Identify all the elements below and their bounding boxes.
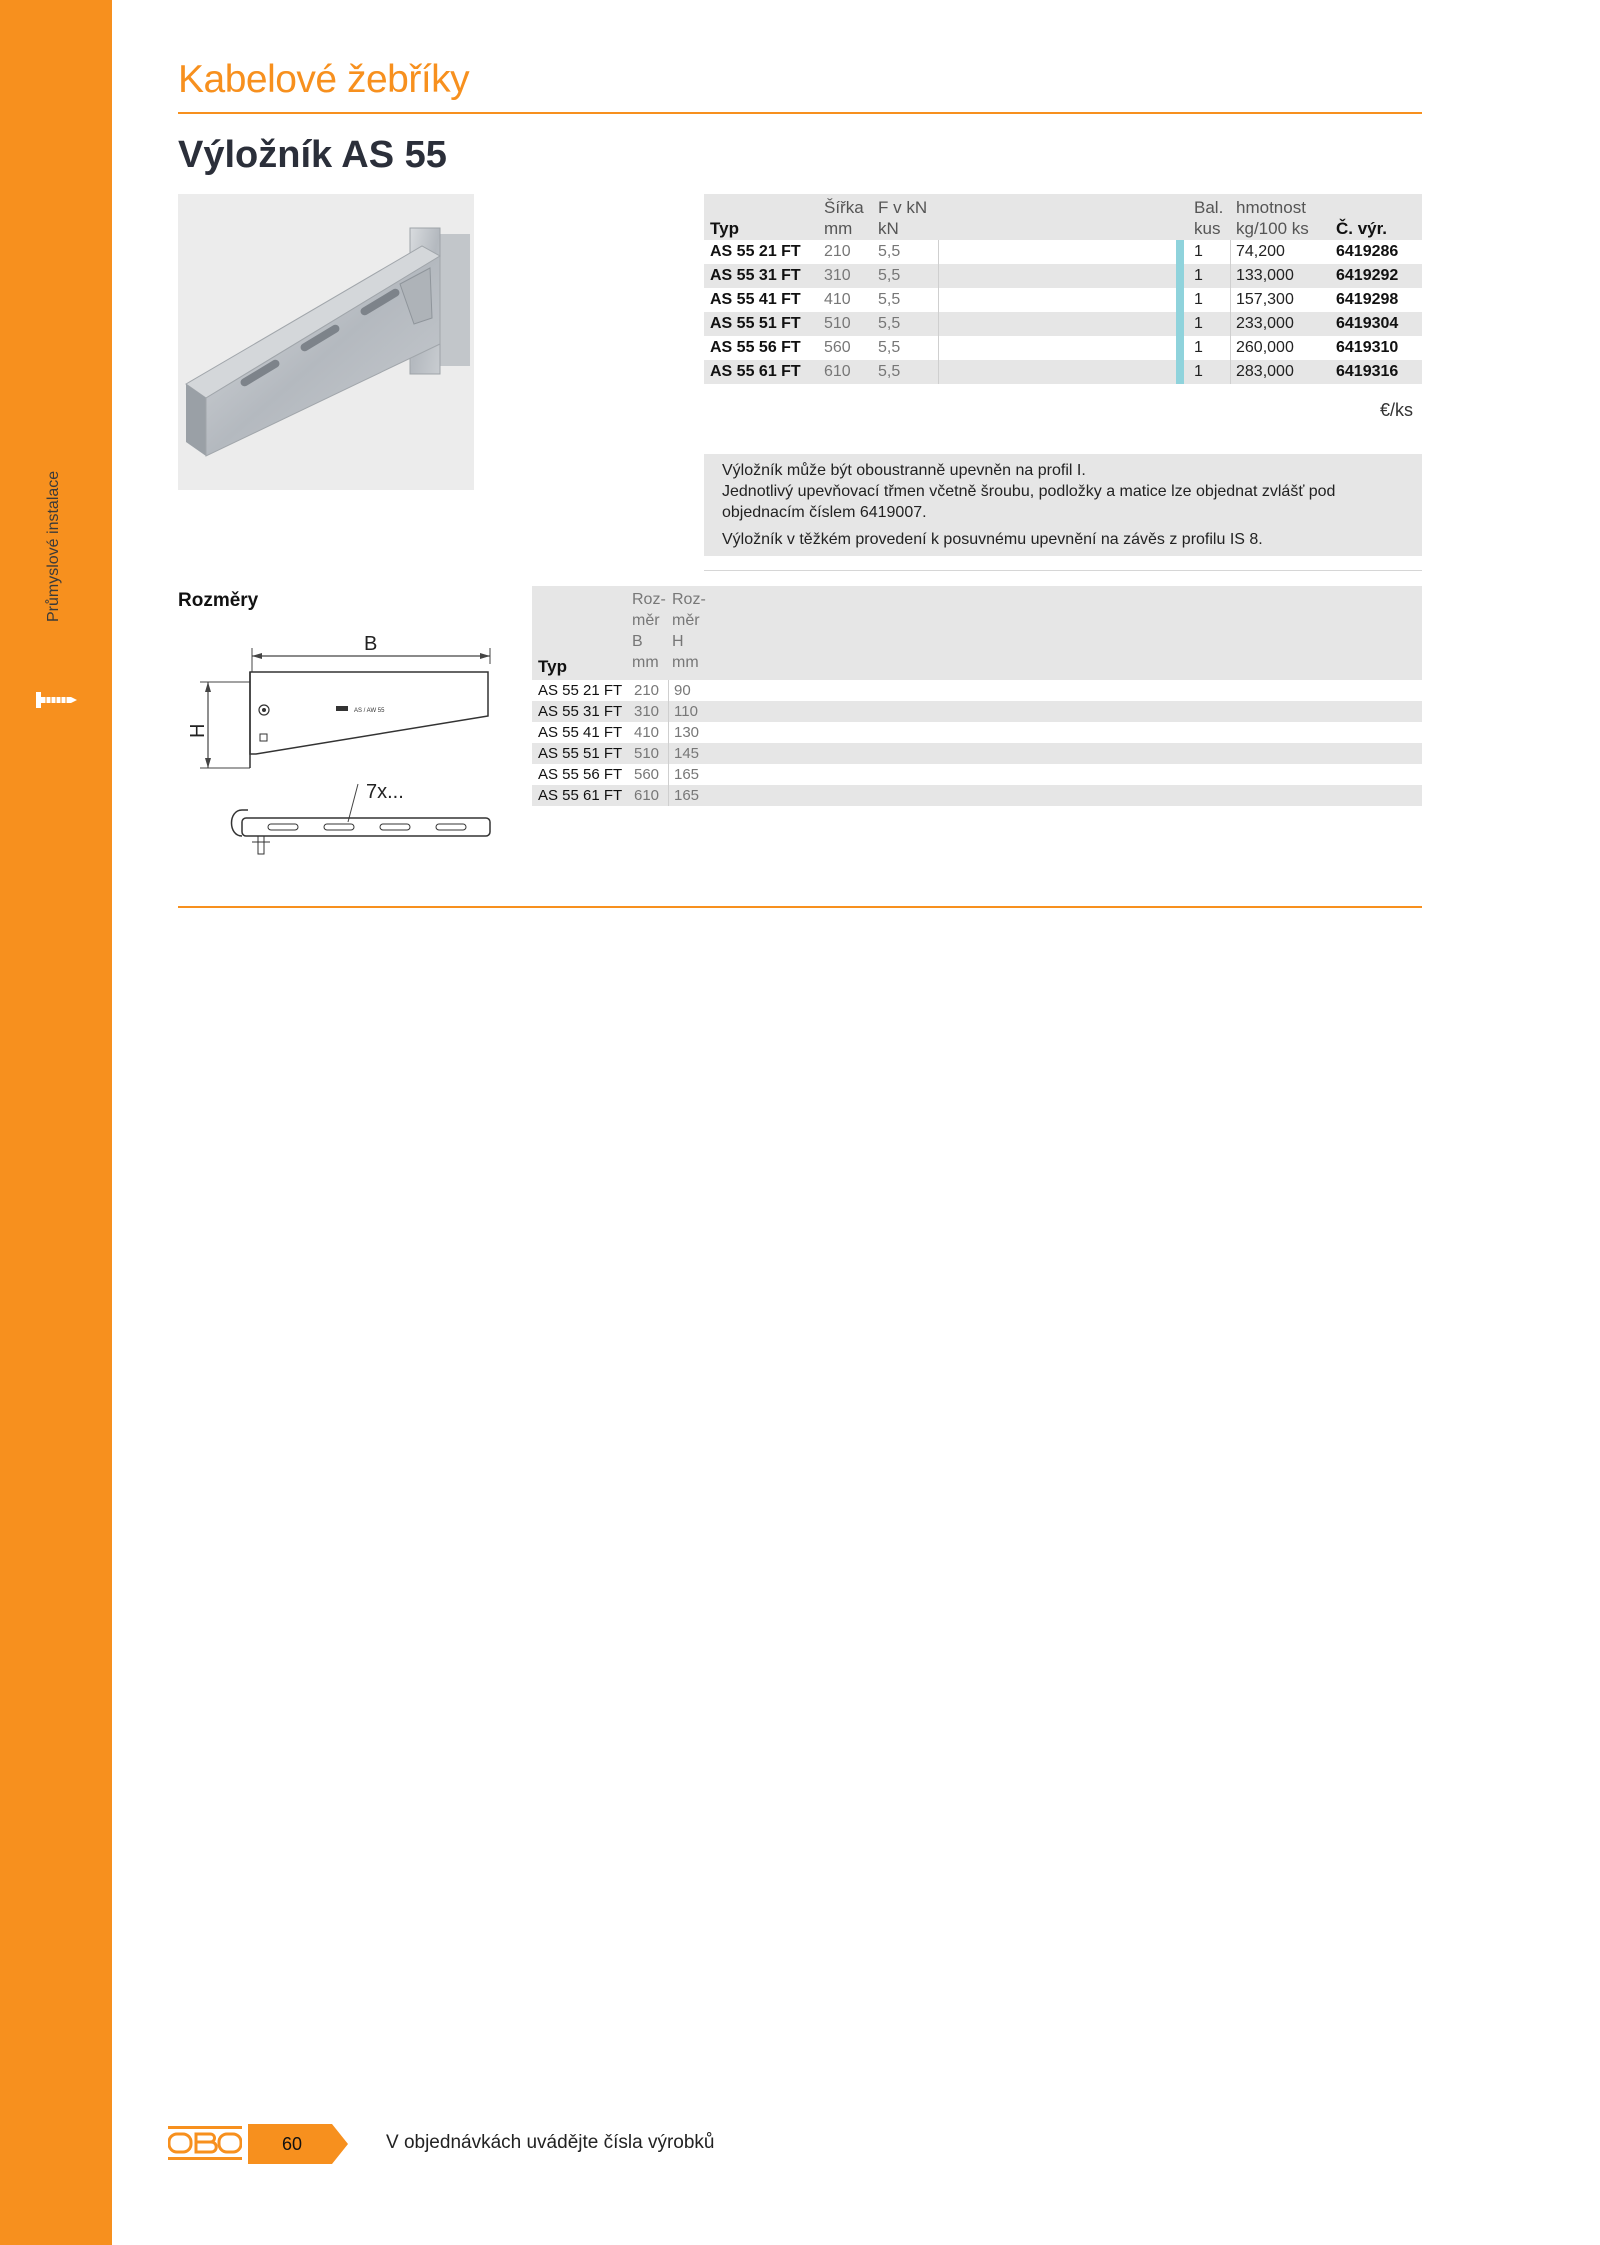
cell-mass: 74,200: [1236, 243, 1285, 260]
cell-pack: 1: [1194, 339, 1203, 356]
cell-pack: 1: [1194, 267, 1203, 284]
column-divider: [938, 336, 939, 360]
cell-mass: 133,000: [1236, 267, 1294, 284]
column-divider: [938, 264, 939, 288]
cell-typ: AS 55 61 FT: [538, 787, 623, 804]
cell-typ: AS 55 56 FT: [710, 339, 801, 356]
order-marker: [1176, 360, 1184, 384]
cell-mass: 260,000: [1236, 339, 1294, 356]
header-h-line1: Roz-: [672, 591, 706, 608]
column-divider: [668, 785, 669, 806]
header-divider: [178, 112, 1422, 114]
column-divider: [668, 722, 669, 743]
order-marker: [1176, 288, 1184, 312]
cell-force: 5,5: [878, 363, 901, 380]
cell-force: 5,5: [878, 339, 901, 356]
column-divider: [1230, 264, 1231, 288]
table-row: [532, 680, 1422, 701]
header-typ: Typ: [710, 219, 739, 238]
cell-pack: 1: [1194, 243, 1203, 260]
cell-b: 610: [634, 787, 660, 804]
cell-b: 510: [634, 745, 660, 762]
column-divider: [1230, 288, 1231, 312]
header-force-label: F v kN: [878, 198, 928, 217]
dimensions-table: [532, 586, 1422, 806]
cell-pack: 1: [1194, 315, 1203, 332]
cell-width: 210: [824, 243, 851, 260]
column-divider: [938, 288, 939, 312]
cell-width: 410: [824, 291, 851, 308]
header-mass-unit: kg/100 ks: [1236, 219, 1309, 238]
cell-article: 6419304: [1336, 315, 1399, 332]
cell-h: 90: [674, 682, 691, 699]
header-b-line1: Roz-: [632, 591, 666, 608]
section-divider: [704, 570, 1422, 571]
cell-width: 510: [824, 315, 851, 332]
table-row: [704, 240, 1422, 264]
column-divider: [668, 680, 669, 701]
cell-mass: 233,000: [1236, 315, 1294, 332]
cell-force: 5,5: [878, 243, 901, 260]
note-text: Jednotlivý upevňovací třmen včetně šroubu, podložky a matice lze objednat zvlášť pod objednacím číslem 6419007.: [722, 483, 1336, 521]
dimensions-heading: Rozměry: [178, 590, 259, 611]
dimension-h-label: H: [187, 723, 209, 738]
note-text: Výložník v těžkém provedení k posuvnému upevnění na závěs z profilu IS 8.: [722, 531, 1263, 548]
footer-note: V objednávkách uvádějte čísla výrobků: [386, 2132, 715, 2153]
cell-h: 130: [674, 724, 700, 741]
page-title: Výložník AS 55: [178, 134, 447, 176]
header-force-unit: kN: [878, 219, 899, 238]
column-divider: [938, 360, 939, 384]
header-width-label: Šířka: [824, 198, 864, 217]
note-text: Výložník může být oboustranně upevněn na profil I.: [722, 462, 1086, 479]
holes-count-label: 7x...: [366, 781, 404, 803]
header-h-unit: mm: [672, 654, 699, 671]
cell-mass: 157,300: [1236, 291, 1294, 308]
page-category: Kabelové žebříky: [178, 58, 470, 101]
table-row: [704, 336, 1422, 360]
product-table-header: [704, 194, 1422, 240]
cell-typ: AS 55 31 FT: [538, 703, 623, 720]
cell-pack: 1: [1194, 291, 1203, 308]
cell-b: 310: [634, 703, 660, 720]
column-divider: [668, 764, 669, 785]
cell-article: 6419316: [1336, 363, 1399, 380]
column-divider: [668, 701, 669, 722]
notes-box: [704, 454, 1422, 556]
column-divider: [1230, 360, 1231, 384]
table-row: [532, 785, 1422, 806]
header-b-line2: měr: [632, 612, 660, 629]
cell-force: 5,5: [878, 315, 901, 332]
table-row: [704, 360, 1422, 384]
column-divider: [668, 743, 669, 764]
cell-mass: 283,000: [1236, 363, 1294, 380]
header-pack-unit: kus: [1194, 219, 1221, 238]
cell-b: 210: [634, 682, 660, 699]
cell-h: 165: [674, 787, 700, 804]
sidebar: [0, 0, 112, 2245]
cell-article: 6419292: [1336, 267, 1399, 284]
cell-article: 6419310: [1336, 339, 1399, 356]
order-marker: [1176, 312, 1184, 336]
sidebar-section-label: Průmyslové instalace: [45, 470, 62, 622]
cell-width: 610: [824, 363, 851, 380]
table-row: [704, 288, 1422, 312]
cell-typ: AS 55 51 FT: [538, 745, 623, 762]
cell-force: 5,5: [878, 291, 901, 308]
cell-pack: 1: [1194, 363, 1203, 380]
column-divider: [938, 240, 939, 264]
header-h-line2: měr: [672, 612, 700, 629]
table-row: [532, 722, 1422, 743]
cell-article: 6419286: [1336, 243, 1399, 260]
order-marker: [1176, 336, 1184, 360]
cell-width: 310: [824, 267, 851, 284]
header-b-line3: B: [632, 633, 643, 650]
product-table: [704, 194, 1422, 384]
cell-typ: AS 55 21 FT: [538, 682, 623, 699]
column-divider: [1230, 240, 1231, 264]
bracket-stamp: AS / AW 55: [354, 708, 385, 714]
cell-h: 165: [674, 766, 700, 783]
table-row: [704, 264, 1422, 288]
section-divider: [178, 906, 1422, 908]
cell-width: 560: [824, 339, 851, 356]
header-mass-label: hmotnost: [1236, 198, 1306, 217]
header-b-unit: mm: [632, 654, 659, 671]
table-row: [532, 743, 1422, 764]
cell-typ: AS 55 41 FT: [710, 291, 801, 308]
cell-typ: AS 55 31 FT: [710, 267, 801, 284]
cell-typ: AS 55 56 FT: [538, 766, 623, 783]
cell-b: 560: [634, 766, 660, 783]
cell-h: 110: [674, 703, 698, 720]
header-width-unit: mm: [824, 219, 853, 238]
column-divider: [1230, 312, 1231, 336]
screw-icon: [34, 688, 78, 712]
order-marker: [1176, 264, 1184, 288]
cell-h: 145: [674, 745, 700, 762]
dimension-b-label: B: [364, 633, 378, 655]
price-unit: €/ks: [1380, 400, 1414, 420]
cell-typ: AS 55 41 FT: [538, 724, 623, 741]
header-typ: Typ: [538, 657, 567, 676]
header-article: Č. výr.: [1336, 219, 1388, 238]
dimensions-table-header: [532, 586, 1422, 680]
order-marker: [1176, 240, 1184, 264]
header-pack-label: Bal.: [1194, 198, 1224, 217]
dimension-drawing: [178, 626, 508, 876]
table-row: [704, 312, 1422, 336]
obo-logo: [168, 2126, 242, 2160]
cell-typ: AS 55 21 FT: [710, 243, 801, 260]
cell-b: 410: [634, 724, 660, 741]
column-divider: [1230, 336, 1231, 360]
cell-article: 6419298: [1336, 291, 1399, 308]
header-h-line3: H: [672, 633, 684, 650]
cell-typ: AS 55 61 FT: [710, 363, 801, 380]
bracket-illustration: [178, 194, 474, 490]
page-number: 60: [281, 2134, 303, 2154]
cell-typ: AS 55 51 FT: [710, 315, 801, 332]
product-photo: [178, 194, 474, 490]
cell-force: 5,5: [878, 267, 901, 284]
column-divider: [938, 312, 939, 336]
table-row: [532, 764, 1422, 785]
table-row: [532, 701, 1422, 722]
